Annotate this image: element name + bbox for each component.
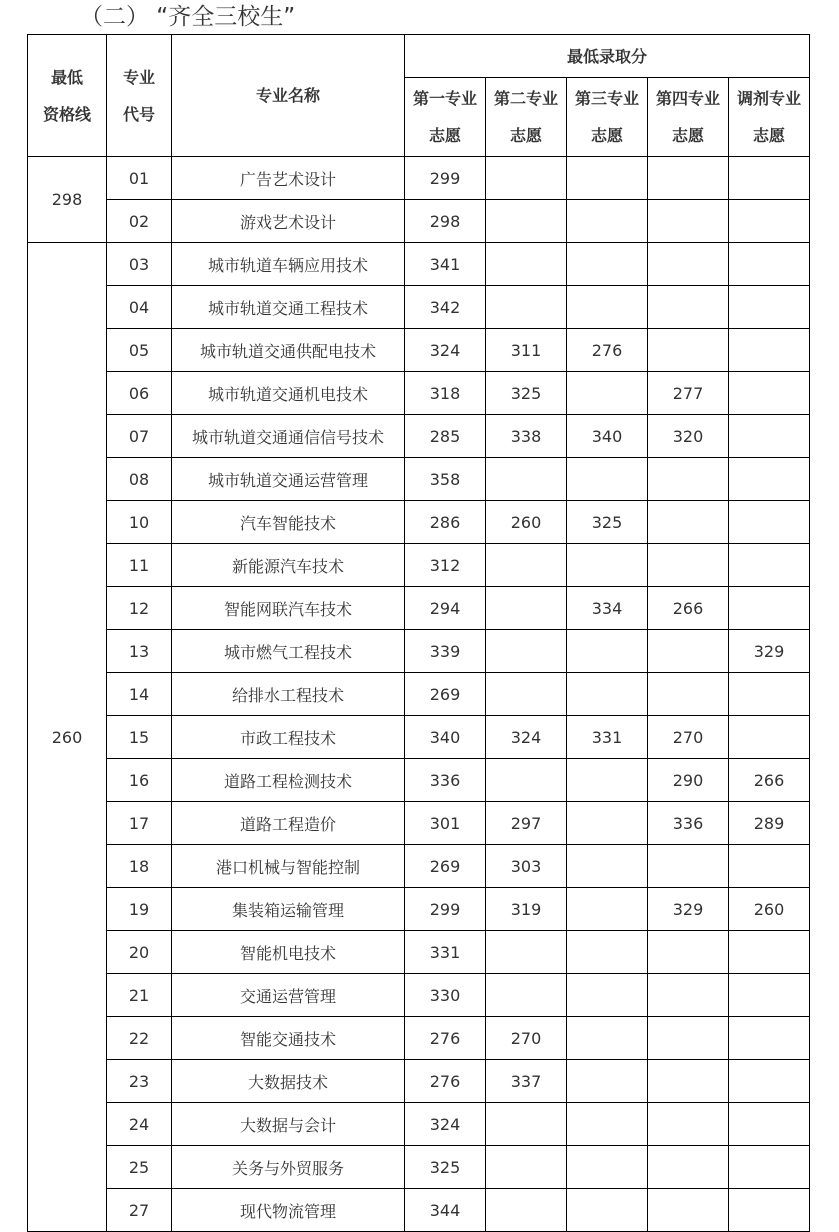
major-code-cell: 17 bbox=[107, 802, 172, 845]
table-row bbox=[28, 1189, 810, 1232]
admission-score-table bbox=[27, 34, 810, 1232]
choice-2-score-cell: 325 bbox=[486, 372, 567, 415]
adjust-score-cell bbox=[729, 587, 810, 630]
choice-1-score-cell: 299 bbox=[405, 888, 486, 931]
table-row bbox=[28, 501, 810, 544]
major-code-cell: 22 bbox=[107, 1017, 172, 1060]
major-code-cell: 23 bbox=[107, 1060, 172, 1103]
choice-2-score-cell bbox=[486, 1103, 567, 1146]
choice-3-score-cell bbox=[567, 888, 648, 931]
table-row bbox=[28, 458, 810, 501]
choice-1-score-cell: 276 bbox=[405, 1017, 486, 1060]
choice-2-score-cell bbox=[486, 157, 567, 200]
choice-1-score-cell: 331 bbox=[405, 931, 486, 974]
choice-4-score-cell: 277 bbox=[648, 372, 729, 415]
choice-3-score-cell bbox=[567, 759, 648, 802]
choice-3-score-cell bbox=[567, 1103, 648, 1146]
choice-2-score-cell: 337 bbox=[486, 1060, 567, 1103]
table-row bbox=[28, 157, 810, 200]
major-name-cell: 道路工程检测技术 bbox=[172, 759, 405, 802]
major-code-cell: 07 bbox=[107, 415, 172, 458]
major-code-cell: 27 bbox=[107, 1189, 172, 1232]
table-row bbox=[28, 845, 810, 888]
choice-2-score-cell bbox=[486, 458, 567, 501]
table-row bbox=[28, 1146, 810, 1189]
major-name-cell: 市政工程技术 bbox=[172, 716, 405, 759]
major-name-cell: 关务与外贸服务 bbox=[172, 1146, 405, 1189]
choice-4-score-cell bbox=[648, 974, 729, 1017]
choice-1-score-cell: 286 bbox=[405, 501, 486, 544]
adjust-score-cell bbox=[729, 458, 810, 501]
table-row bbox=[28, 415, 810, 458]
major-name-cell: 大数据与会计 bbox=[172, 1103, 405, 1146]
adjust-score-cell bbox=[729, 286, 810, 329]
major-name-cell: 智能网联汽车技术 bbox=[172, 587, 405, 630]
major-name-cell: 港口机械与智能控制 bbox=[172, 845, 405, 888]
choice-2-score-cell: 319 bbox=[486, 888, 567, 931]
choice-2-score-cell: 270 bbox=[486, 1017, 567, 1060]
choice-4-score-cell bbox=[648, 200, 729, 243]
choice-4-score-cell bbox=[648, 931, 729, 974]
choice-1-score-cell: 358 bbox=[405, 458, 486, 501]
table-row bbox=[28, 716, 810, 759]
choice-1-score-cell: 312 bbox=[405, 544, 486, 587]
choice-1-score-cell: 341 bbox=[405, 243, 486, 286]
choice-1-score-cell: 339 bbox=[405, 630, 486, 673]
choice-2-score-cell bbox=[486, 243, 567, 286]
choice-3-score-cell bbox=[567, 1189, 648, 1232]
table-row bbox=[28, 286, 810, 329]
adjust-score-cell bbox=[729, 931, 810, 974]
major-code-cell: 16 bbox=[107, 759, 172, 802]
choice-3-score-cell bbox=[567, 458, 648, 501]
table-row bbox=[28, 931, 810, 974]
choice-3-score-cell bbox=[567, 630, 648, 673]
choice-4-score-cell bbox=[648, 1103, 729, 1146]
choice-2-score-cell: 297 bbox=[486, 802, 567, 845]
table-row bbox=[28, 802, 810, 845]
choice-3-score-cell bbox=[567, 845, 648, 888]
choice-2-score-cell: 338 bbox=[486, 415, 567, 458]
choice-1-score-cell: 330 bbox=[405, 974, 486, 1017]
choice-2-score-cell bbox=[486, 587, 567, 630]
choice-4-score-cell: 320 bbox=[648, 415, 729, 458]
adjust-score-cell bbox=[729, 243, 810, 286]
choice-3-score-cell bbox=[567, 802, 648, 845]
table-row bbox=[28, 243, 810, 286]
table-row bbox=[28, 630, 810, 673]
major-code-cell: 20 bbox=[107, 931, 172, 974]
choice-2-score-cell: 324 bbox=[486, 716, 567, 759]
choice-2-score-cell: 260 bbox=[486, 501, 567, 544]
table-row bbox=[28, 372, 810, 415]
choice-3-score-cell: 340 bbox=[567, 415, 648, 458]
header-choice-1: 第一专业 志愿 bbox=[405, 78, 486, 157]
choice-3-score-cell bbox=[567, 931, 648, 974]
major-code-cell: 04 bbox=[107, 286, 172, 329]
choice-1-score-cell: 325 bbox=[405, 1146, 486, 1189]
choice-1-score-cell: 336 bbox=[405, 759, 486, 802]
major-code-cell: 12 bbox=[107, 587, 172, 630]
choice-3-score-cell bbox=[567, 372, 648, 415]
adjust-score-cell bbox=[729, 1060, 810, 1103]
major-code-cell: 15 bbox=[107, 716, 172, 759]
table-row bbox=[28, 1103, 810, 1146]
major-code-cell: 08 bbox=[107, 458, 172, 501]
table-body bbox=[28, 157, 810, 1232]
choice-3-score-cell: 325 bbox=[567, 501, 648, 544]
adjust-score-cell bbox=[729, 200, 810, 243]
min-line-cell: 298 bbox=[28, 157, 107, 243]
choice-4-score-cell bbox=[648, 1189, 729, 1232]
major-name-cell: 城市轨道交通工程技术 bbox=[172, 286, 405, 329]
adjust-score-cell bbox=[729, 1189, 810, 1232]
choice-2-score-cell bbox=[486, 1189, 567, 1232]
choice-1-score-cell: 276 bbox=[405, 1060, 486, 1103]
major-name-cell: 汽车智能技术 bbox=[172, 501, 405, 544]
choice-4-score-cell: 266 bbox=[648, 587, 729, 630]
choice-2-score-cell bbox=[486, 759, 567, 802]
choice-3-score-cell bbox=[567, 200, 648, 243]
choice-4-score-cell bbox=[648, 1146, 729, 1189]
table-row bbox=[28, 759, 810, 802]
choice-3-score-cell bbox=[567, 673, 648, 716]
header-choice-3: 第三专业 志愿 bbox=[567, 78, 648, 157]
major-code-cell: 21 bbox=[107, 974, 172, 1017]
choice-1-score-cell: 344 bbox=[405, 1189, 486, 1232]
choice-1-score-cell: 294 bbox=[405, 587, 486, 630]
major-name-cell: 游戏艺术设计 bbox=[172, 200, 405, 243]
choice-4-score-cell bbox=[648, 157, 729, 200]
major-code-cell: 13 bbox=[107, 630, 172, 673]
major-name-cell: 城市轨道交通运营管理 bbox=[172, 458, 405, 501]
header-min-line: 最低 资格线 bbox=[28, 35, 107, 157]
major-code-cell: 24 bbox=[107, 1103, 172, 1146]
choice-2-score-cell: 303 bbox=[486, 845, 567, 888]
choice-1-score-cell: 301 bbox=[405, 802, 486, 845]
choice-1-score-cell: 285 bbox=[405, 415, 486, 458]
choice-4-score-cell: 329 bbox=[648, 888, 729, 931]
adjust-score-cell bbox=[729, 329, 810, 372]
table-row bbox=[28, 974, 810, 1017]
choice-2-score-cell bbox=[486, 286, 567, 329]
choice-3-score-cell: 334 bbox=[567, 587, 648, 630]
adjust-score-cell bbox=[729, 1146, 810, 1189]
major-code-cell: 01 bbox=[107, 157, 172, 200]
table-row bbox=[28, 200, 810, 243]
adjust-score-cell bbox=[729, 845, 810, 888]
choice-3-score-cell bbox=[567, 1060, 648, 1103]
choice-3-score-cell bbox=[567, 544, 648, 587]
table-row bbox=[28, 1017, 810, 1060]
major-name-cell: 给排水工程技术 bbox=[172, 673, 405, 716]
major-name-cell: 交通运营管理 bbox=[172, 974, 405, 1017]
choice-1-score-cell: 299 bbox=[405, 157, 486, 200]
table-row bbox=[28, 888, 810, 931]
choice-2-score-cell bbox=[486, 544, 567, 587]
choice-4-score-cell bbox=[648, 630, 729, 673]
choice-3-score-cell bbox=[567, 974, 648, 1017]
choice-1-score-cell: 324 bbox=[405, 1103, 486, 1146]
major-name-cell: 城市轨道车辆应用技术 bbox=[172, 243, 405, 286]
choice-4-score-cell bbox=[648, 286, 729, 329]
table-row bbox=[28, 329, 810, 372]
table-row bbox=[28, 673, 810, 716]
choice-1-score-cell: 298 bbox=[405, 200, 486, 243]
choice-4-score-cell bbox=[648, 329, 729, 372]
choice-1-score-cell: 342 bbox=[405, 286, 486, 329]
adjust-score-cell bbox=[729, 673, 810, 716]
adjust-score-cell bbox=[729, 716, 810, 759]
choice-1-score-cell: 318 bbox=[405, 372, 486, 415]
choice-3-score-cell bbox=[567, 286, 648, 329]
major-name-cell: 道路工程造价 bbox=[172, 802, 405, 845]
choice-1-score-cell: 340 bbox=[405, 716, 486, 759]
choice-4-score-cell: 336 bbox=[648, 802, 729, 845]
choice-2-score-cell bbox=[486, 673, 567, 716]
major-code-cell: 10 bbox=[107, 501, 172, 544]
choice-4-score-cell: 290 bbox=[648, 759, 729, 802]
header-choice-adjust: 调剂专业 志愿 bbox=[729, 78, 810, 157]
choice-4-score-cell bbox=[648, 845, 729, 888]
choice-1-score-cell: 269 bbox=[405, 845, 486, 888]
adjust-score-cell: 260 bbox=[729, 888, 810, 931]
adjust-score-cell: 329 bbox=[729, 630, 810, 673]
major-code-cell: 25 bbox=[107, 1146, 172, 1189]
choice-4-score-cell: 270 bbox=[648, 716, 729, 759]
choice-3-score-cell bbox=[567, 243, 648, 286]
major-code-cell: 11 bbox=[107, 544, 172, 587]
major-code-cell: 06 bbox=[107, 372, 172, 415]
choice-4-score-cell bbox=[648, 1017, 729, 1060]
major-code-cell: 18 bbox=[107, 845, 172, 888]
header-row bbox=[28, 35, 810, 78]
choice-2-score-cell bbox=[486, 630, 567, 673]
adjust-score-cell bbox=[729, 415, 810, 458]
adjust-score-cell bbox=[729, 1017, 810, 1060]
major-name-cell: 大数据技术 bbox=[172, 1060, 405, 1103]
choice-4-score-cell bbox=[648, 501, 729, 544]
major-name-cell: 智能交通技术 bbox=[172, 1017, 405, 1060]
major-name-cell: 城市轨道交通供配电技术 bbox=[172, 329, 405, 372]
adjust-score-cell bbox=[729, 501, 810, 544]
major-name-cell: 城市轨道交通机电技术 bbox=[172, 372, 405, 415]
choice-2-score-cell bbox=[486, 931, 567, 974]
header-choice-2: 第二专业 志愿 bbox=[486, 78, 567, 157]
choice-4-score-cell bbox=[648, 673, 729, 716]
header-code: 专业 代号 bbox=[107, 35, 172, 157]
choice-3-score-cell: 276 bbox=[567, 329, 648, 372]
choice-1-score-cell: 269 bbox=[405, 673, 486, 716]
adjust-score-cell: 289 bbox=[729, 802, 810, 845]
major-name-cell: 新能源汽车技术 bbox=[172, 544, 405, 587]
min-line-cell: 260 bbox=[28, 243, 107, 1232]
major-code-cell: 05 bbox=[107, 329, 172, 372]
adjust-score-cell bbox=[729, 1103, 810, 1146]
major-name-cell: 城市燃气工程技术 bbox=[172, 630, 405, 673]
header-min-score: 最低录取分 bbox=[405, 35, 810, 78]
table-row bbox=[28, 544, 810, 587]
choice-3-score-cell: 331 bbox=[567, 716, 648, 759]
choice-2-score-cell bbox=[486, 200, 567, 243]
major-code-cell: 19 bbox=[107, 888, 172, 931]
major-name-cell: 城市轨道交通通信信号技术 bbox=[172, 415, 405, 458]
choice-3-score-cell bbox=[567, 1146, 648, 1189]
choice-2-score-cell bbox=[486, 974, 567, 1017]
choice-3-score-cell bbox=[567, 157, 648, 200]
major-name-cell: 智能机电技术 bbox=[172, 931, 405, 974]
adjust-score-cell: 266 bbox=[729, 759, 810, 802]
section-title: （二） “齐全三校生” bbox=[80, 4, 296, 30]
choice-1-score-cell: 324 bbox=[405, 329, 486, 372]
adjust-score-cell bbox=[729, 157, 810, 200]
major-code-cell: 14 bbox=[107, 673, 172, 716]
major-code-cell: 03 bbox=[107, 243, 172, 286]
header-major-name: 专业名称 bbox=[172, 35, 405, 157]
adjust-score-cell bbox=[729, 372, 810, 415]
major-name-cell: 现代物流管理 bbox=[172, 1189, 405, 1232]
adjust-score-cell bbox=[729, 974, 810, 1017]
major-name-cell: 集装箱运输管理 bbox=[172, 888, 405, 931]
major-code-cell: 02 bbox=[107, 200, 172, 243]
adjust-score-cell bbox=[729, 544, 810, 587]
choice-4-score-cell bbox=[648, 1060, 729, 1103]
choice-4-score-cell bbox=[648, 458, 729, 501]
choice-2-score-cell bbox=[486, 1146, 567, 1189]
choice-3-score-cell bbox=[567, 1017, 648, 1060]
table-row bbox=[28, 1060, 810, 1103]
major-name-cell: 广告艺术设计 bbox=[172, 157, 405, 200]
choice-4-score-cell bbox=[648, 544, 729, 587]
table-row bbox=[28, 587, 810, 630]
choice-4-score-cell bbox=[648, 243, 729, 286]
choice-2-score-cell: 311 bbox=[486, 329, 567, 372]
header-choice-4: 第四专业 志愿 bbox=[648, 78, 729, 157]
